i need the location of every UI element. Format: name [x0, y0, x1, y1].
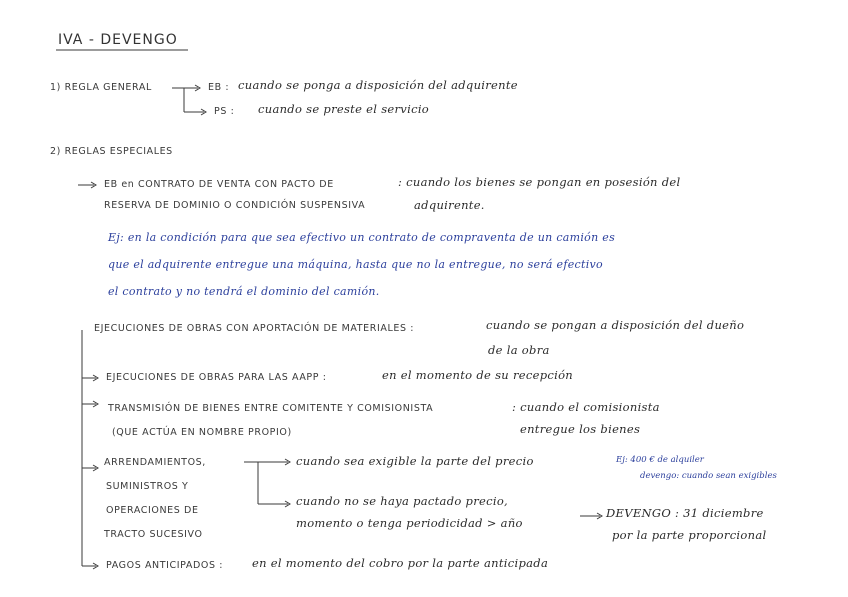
- arrendamientos-line3: OPERACIONES DE: [106, 505, 199, 516]
- arrendamientos-line4: TRACTO SUCESIVO: [104, 529, 203, 540]
- regla-general-label: 1) REGLA GENERAL: [50, 82, 152, 93]
- arrendamientos-branch2-line2: momento o tenga periodicidad > año: [296, 516, 523, 530]
- eb-label: EB :: [208, 82, 230, 93]
- arrendamientos-branch2-line1: cuando no se haya pactado precio,: [296, 494, 509, 508]
- eb-general-text: cuando se ponga a disposición del adquirente: [238, 78, 518, 92]
- pagos-anticipados-result: en el momento del cobro por la parte anticipada: [252, 556, 549, 570]
- ejemplo-line2: que el adquirente entregue una máquina, hasta que no la entregue, no será efectivo: [108, 258, 603, 271]
- transmision-line2: (QUE ACTÚA EN NOMBRE PROPIO): [112, 427, 292, 438]
- transmision-result2: entregue los bienes: [520, 422, 641, 436]
- ejecuciones-materiales: EJECUCIONES DE OBRAS CON APORTACIÓN DE MATERIALES :: [94, 323, 414, 334]
- ejemplo-line1: Ej: en la condición para que sea efectivo un contrato de compraventa de un camión es: [108, 231, 616, 244]
- transmision-line1: TRANSMISIÓN DE BIENES ENTRE COMITENTE Y COMISIONISTA: [108, 403, 434, 414]
- devengo-result1: DEVENGO : 31 diciembre: [606, 506, 764, 520]
- ejecuciones-materiales-result1: cuando se pongan a disposición del dueño: [486, 318, 745, 332]
- reglas-especiales-label: 2) REGLAS ESPECIALES: [50, 146, 173, 157]
- ejecuciones-aapp-result: en el momento de su recepción: [382, 368, 573, 382]
- arrendamientos-line2: SUMINISTROS Y: [106, 481, 189, 492]
- eb-venta-line1: EB en CONTRATO DE VENTA CON PACTO DE: [104, 179, 334, 190]
- eb-venta-line2: RESERVA DE DOMINIO O CONDICIÓN SUSPENSIVA: [104, 200, 366, 211]
- ps-general-text: cuando se preste el servicio: [258, 102, 430, 116]
- ejecuciones-materiales-result2: de la obra: [488, 343, 550, 357]
- page-title: IVA - DEVENGO: [58, 32, 178, 48]
- pagos-anticipados: PAGOS ANTICIPADOS :: [106, 560, 224, 571]
- ps-label: PS :: [214, 106, 235, 117]
- eb-venta-result2: adquirente.: [414, 198, 485, 212]
- devengo-result2: por la parte proporcional: [612, 528, 767, 542]
- eb-venta-result1: : cuando los bienes se pongan en posesión del: [398, 175, 681, 189]
- arrendamientos-branch1: cuando sea exigible la parte del precio: [296, 454, 534, 468]
- ejecuciones-aapp: EJECUCIONES DE OBRAS PARA LAS AAPP :: [106, 372, 327, 383]
- arrendamientos-line1: ARRENDAMIENTOS,: [104, 457, 206, 468]
- arrendamientos-note1: Ej: 400 € de alquiler: [616, 455, 704, 465]
- arrendamientos-note2: devengo: cuando sean exigibles: [640, 471, 777, 481]
- ejemplo-line3: el contrato y no tendrá el dominio del camión.: [108, 285, 380, 298]
- transmision-result1: : cuando el comisionista: [512, 400, 660, 414]
